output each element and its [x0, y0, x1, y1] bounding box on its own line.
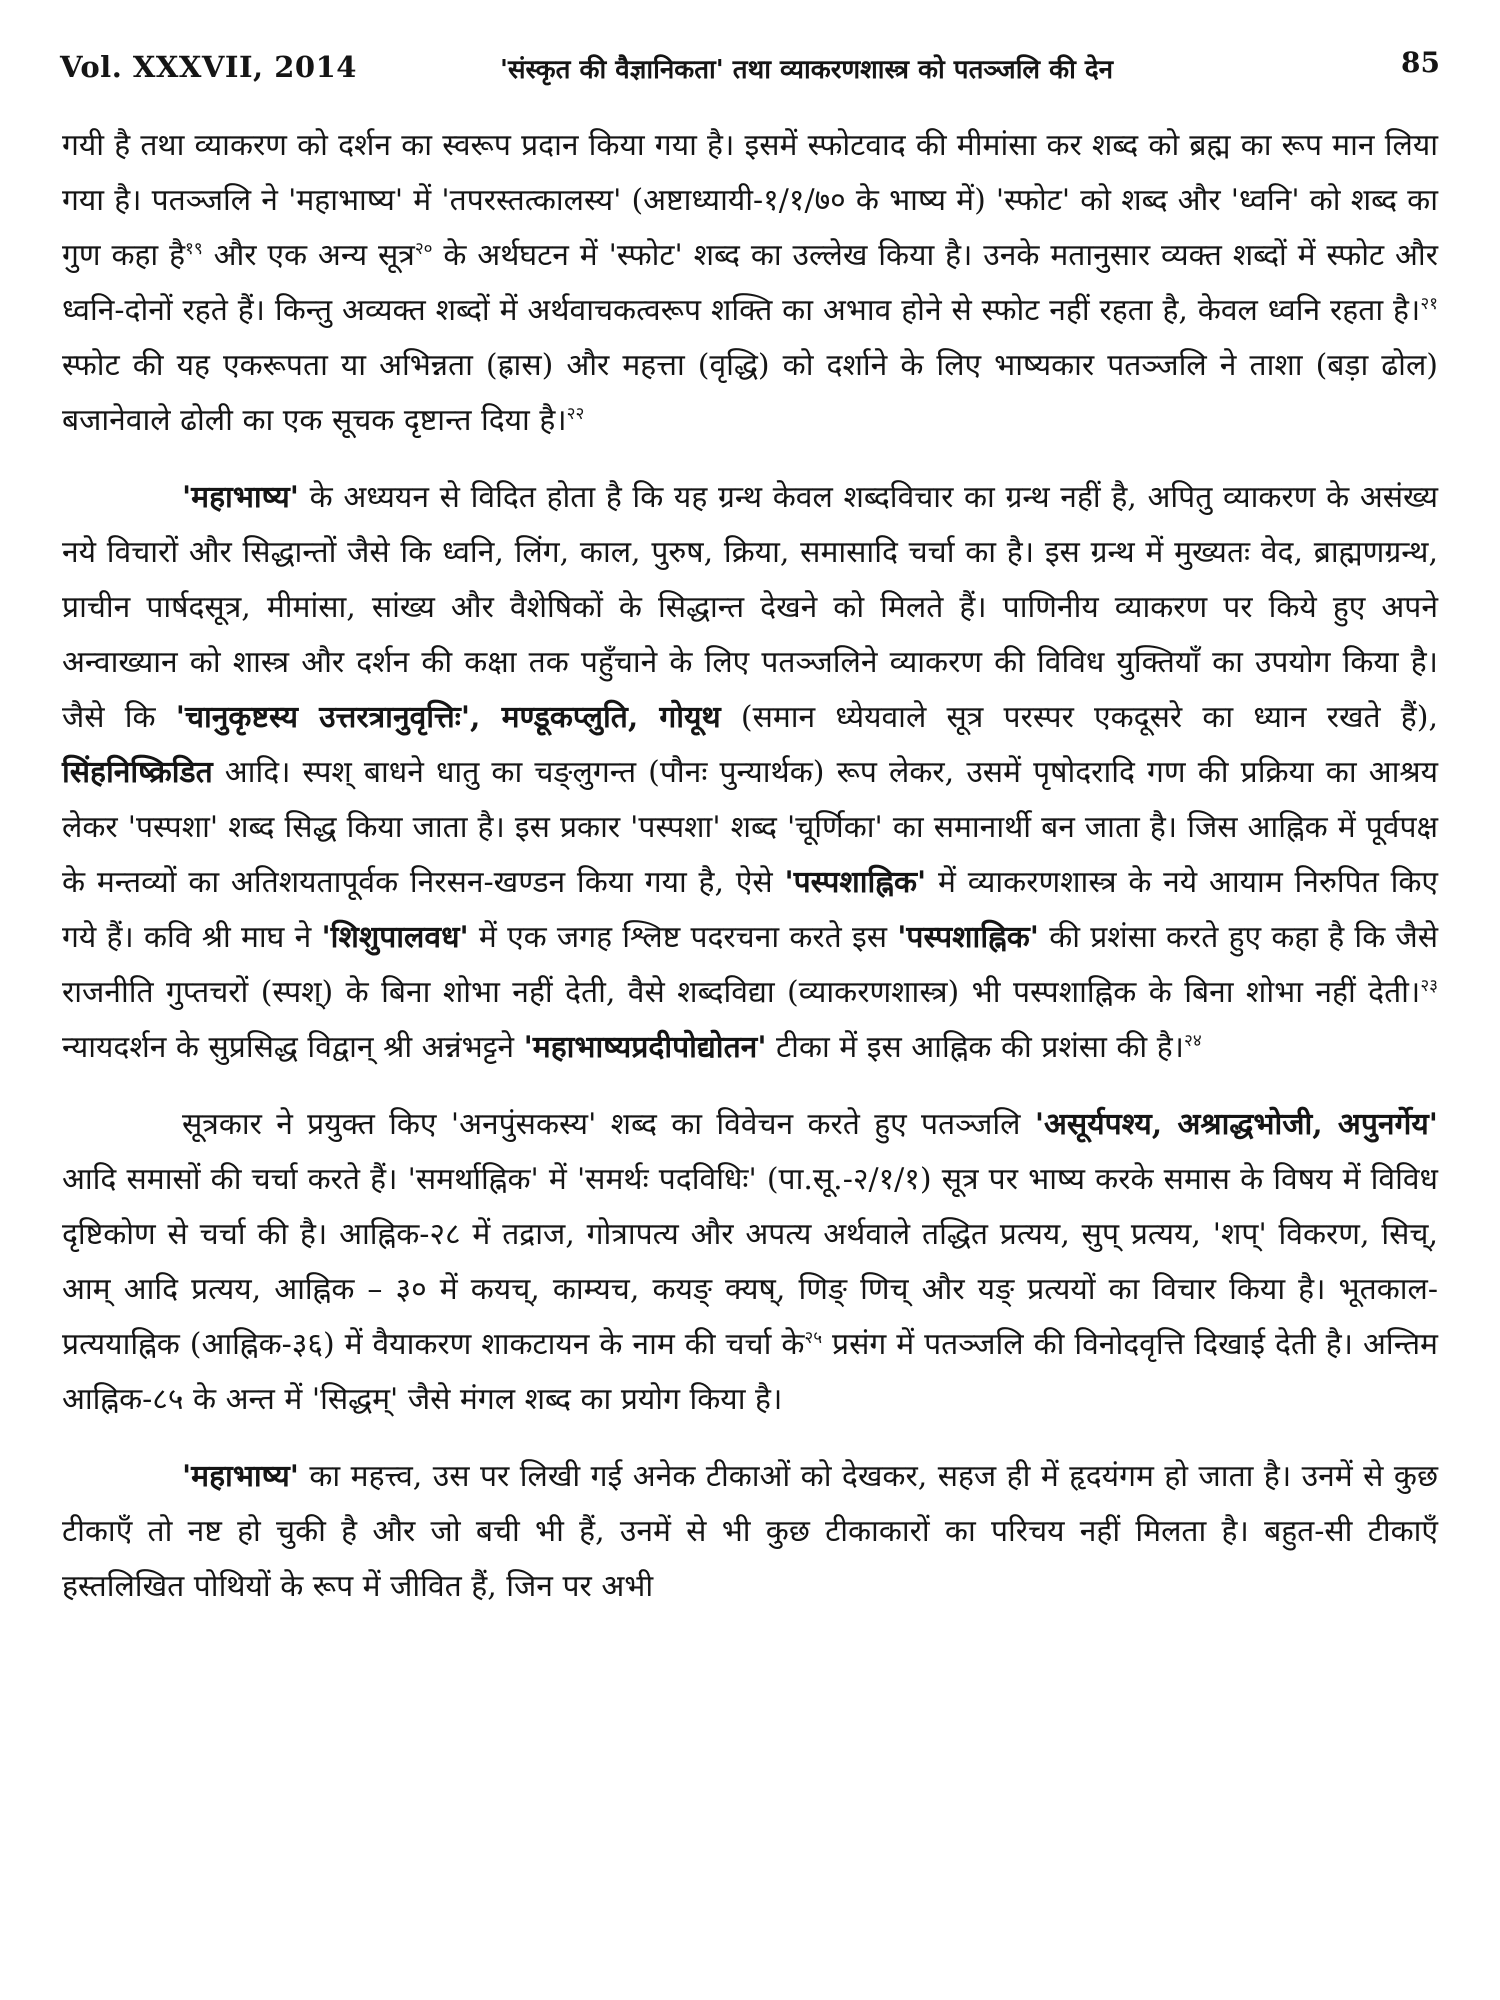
- bold-term: सिंहनिष्क्रिडित: [62, 755, 213, 790]
- text-run: की प्रशंसा करते हुए कहा है कि जैसे राजनीति गुप्तचरों (स्पश्) के बिना शोभा नहीं देती, वैसे शब्दविद्या (व्याकरणशास्त्र) भी पस्पशाह्निक के बिना शोभा नहीं देती।: [62, 920, 1438, 1010]
- text-run: में व्याकरणशास्त्र के नये आयाम निरुपित किए गये हैं। कवि श्री माघ ने: [62, 865, 1438, 955]
- article-body: [62, 118, 1438, 1636]
- bold-term: 'महाभाष्य': [182, 480, 299, 515]
- running-title: 'संस्कृत की वैज्ञानिकता' तथा व्याकरणशास्त्र को पतञ्जलि की देन: [500, 55, 1114, 85]
- paragraph: [62, 1449, 1438, 1614]
- bold-term: 'असूर्यपश्य, अश्राद्धभोजी, अपुनर्गेय': [1034, 1107, 1438, 1142]
- text-run: में एक जगह श्लिष्ट पदरचना करते इस: [468, 920, 898, 955]
- text-run: आदि। स्पश् बाधने धातु का चङ्लुगन्त (पौनः पुन्यार्थक) रूप लेकर, उसमें पृषोदरादि गण की प्रक्रिया का आश्रय लेकर 'पस्पशा' शब्द सिद्ध किया जाता है। इस प्रकार 'पस्पशा' शब्द 'चूर्णिका' का समानार्थी बन जाता है। जिस आह्निक में पूर्वपक्ष के मन्तव्यों का अतिशयतापूर्वक निरसन-खण्डन किया गया है, ऐसे: [62, 755, 1438, 900]
- bold-term: 'शिशुपालवध': [321, 920, 469, 955]
- text-run: गयी है तथा व्याकरण को दर्शन का स्वरूप प्रदान किया गया है। इसमें स्फोटवाद की मीमांसा कर शब्द को ब्रह्म का रूप मान लिया गया है। पतञ्जलि ने 'महाभाष्य' में 'तपरस्तत्कालस्य' (अष्टाध्यायी-१/१/७० के भाष्य में) 'स्फोट' को शब्द और 'ध्वनि' को शब्द का गुण कहा है: [62, 128, 1438, 273]
- page-number: 85: [1401, 46, 1440, 79]
- text-run: न्यायदर्शन के सुप्रसिद्ध विद्वान् श्री अन्नंभट्टने: [62, 1030, 524, 1065]
- paragraph: [62, 118, 1438, 448]
- footnote-ref: २१: [1420, 294, 1438, 314]
- footnote-ref: २५: [804, 1328, 823, 1348]
- footnote-ref: २३: [1420, 976, 1438, 996]
- bold-term: 'महाभाष्यप्रदीपोद्योतन': [523, 1030, 767, 1065]
- text-run: टीका में इस आह्निक की प्रशंसा की है।: [766, 1030, 1185, 1065]
- text-run: (समान ध्येयवाले सूत्र परस्पर एकदूसरे का ध्यान रखते हैं),: [720, 700, 1438, 735]
- bold-term: 'पस्पशाह्निक': [784, 865, 927, 900]
- footnote-ref: २०: [414, 239, 433, 259]
- text-run: स्फोट की यह एकरूपता या अभिन्नता (ह्रास) और महत्ता (वृद्धि) को दर्शाने के लिए भाष्यकार पतञ्जलि ने ताशा (बड़ा ढोल) बजानेवाले ढोली का एक सूचक दृष्टान्त दिया है।: [62, 348, 1438, 438]
- text-run: का महत्त्व, उस पर लिखी गई अनेक टीकाओं को देखकर, सहज ही में हृदयंगम हो जाता है। उनमें से कुछ टीकाएँ तो नष्ट हो चुकी है और जो बची भी हैं, उनमें से भी कुछ टीकाकारों का परिचय नहीं मिलता है। बहुत-सी टीकाएँ हस्तलिखित पोथियों के रूप में जीवित हैं, जिन पर अभी: [62, 1459, 1438, 1604]
- paragraph: [62, 1097, 1438, 1427]
- text-run: प्रसंग में पतञ्जलि की विनोदवृत्ति दिखाई देती है। अन्तिम आह्निक-८५ के अन्त में 'सिद्धम्' जैसे मंगल शब्द का प्रयोग किया है।: [62, 1327, 1438, 1417]
- bold-term: 'चानुकृष्टस्य उत्तरत्रानुवृत्तिः', मण्डूकप्लुति, गोयूथ: [175, 700, 721, 735]
- text-run: सूत्रकार ने प्रयुक्त किए 'अनपुंसकस्य' शब्द का विवेचन करते हुए पतञ्जलि: [182, 1107, 1035, 1142]
- text-run: और एक अन्य सूत्र: [202, 238, 415, 273]
- text-run: आदि समासों की चर्चा करते हैं। 'समर्थाह्निक' में 'समर्थः पदविधिः' (पा.सू.-२/१/१) सूत्र पर भाष्य करके समास के विषय में विविध दृष्टिकोण से चर्चा की है। आह्निक-२८ में तद्राज, गोत्रापत्य और अपत्य अर्थवाले तद्धित प्रत्यय, सुप् प्रत्यय, 'शप्' विकरण, सिच्, आम् आदि प्रत्यय, आह्निक – ३० में कयच्, काम्यच, कयङ् क्यष्, णिङ् णिच् और यङ् प्रत्ययों का विचार किया है। भूतकाल-प्रत्ययाह्निक (आह्निक-३६) में वैयाकरण शाकटायन के नाम की चर्चा के: [62, 1162, 1438, 1362]
- footnote-ref: २२: [566, 404, 585, 424]
- text-run: के अर्थघटन में 'स्फोट' शब्द का उल्लेख किया है। उनके मतानुसार व्यक्त शब्दों में स्फोट और ध्वनि-दोनों रहते हैं। किन्तु अव्यक्त शब्दों में अर्थवाचकत्वरूप शक्ति का अभाव होने से स्फोट नहीं रहता है, केवल ध्वनि रहता है।: [62, 238, 1439, 328]
- running-header: [60, 40, 1440, 90]
- volume-info: Vol. XXXVII, 2014: [60, 50, 357, 84]
- text-run: के अध्ययन से विदित होता है कि यह ग्रन्थ केवल शब्दविचार का ग्रन्थ नहीं है, अपितु व्याकरण के असंख्य नये विचारों और सिद्धान्तों जैसे कि ध्वनि, लिंग, काल, पुरुष, क्रिया, समासादि चर्चा का है। इस ग्रन्थ में मुख्यतः वेद, ब्राह्मणग्रन्थ, प्राचीन पार्षदसूत्र, मीमांसा, सांख्य और वैशेषिकों के सिद्धान्त देखने को मिलते हैं। पाणिनीय व्याकरण पर किये हुए अपने अन्वाख्यान को शास्त्र और दर्शन की कक्षा तक पहुँचाने के लिए पतञ्जलिने व्याकरण की विविध युक्तियाँ का उपयोग किया है। जैसे कि: [62, 480, 1438, 735]
- paragraph: [62, 470, 1438, 1075]
- footnote-ref: २४: [1184, 1031, 1202, 1051]
- bold-term: 'महाभाष्य': [182, 1459, 299, 1494]
- bold-term: 'पस्पशाह्निक': [897, 920, 1039, 955]
- footnote-ref: १९: [185, 239, 203, 259]
